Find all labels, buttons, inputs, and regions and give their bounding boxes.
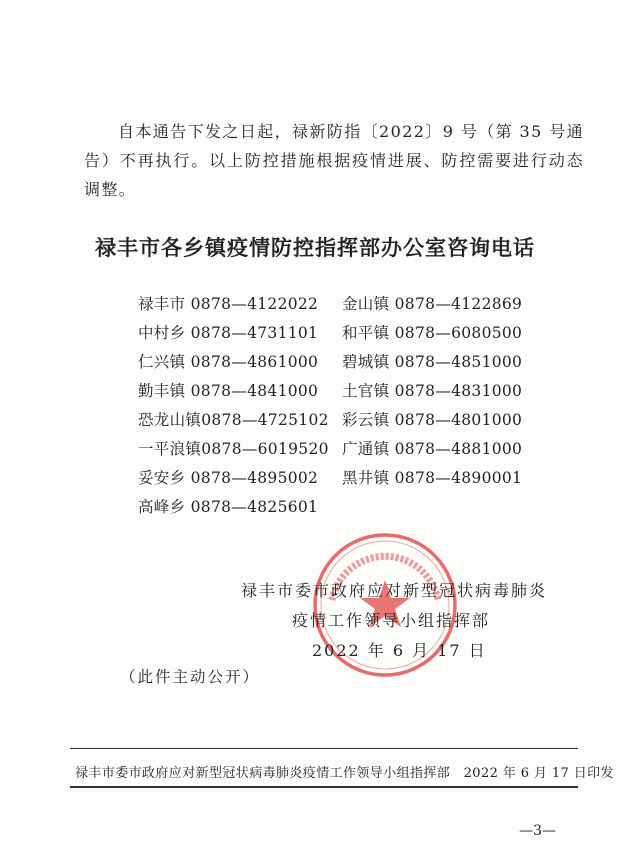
phone-entry <box>342 348 542 377</box>
town-name: 金山镇 <box>342 295 390 313</box>
issue-date: 2022 年 6 月 17 日 <box>312 641 487 660</box>
phone-number: 0878—4825601 <box>190 498 319 516</box>
phone-entry <box>342 319 542 348</box>
notice-paragraph: 自本通告下发之日起，禄新防指〔2022〕9 号（第 35 号通告）不再执行。以上防控措施根据疫情进展、防控需要进行动态调整。 <box>84 122 584 199</box>
phone-entry <box>138 348 338 377</box>
issuer-line-2: 疫情工作领导小组指挥部 <box>292 611 491 630</box>
town-name: 广通镇 <box>342 440 390 458</box>
phone-list <box>138 290 558 522</box>
town-name: 高峰乡 <box>138 498 186 516</box>
footer-top-rule <box>70 748 578 749</box>
phone-entry <box>138 319 338 348</box>
footer-text: 禄丰市委市政府应对新型冠状病毒肺炎疫情工作领导小组指挥部 2022 年 6 月 17 日印发 <box>75 766 614 781</box>
phone-entry <box>138 406 338 435</box>
town-name: 恐龙山镇 <box>138 411 202 429</box>
phone-number: 0878—4841000 <box>190 382 319 400</box>
phone-entry <box>342 290 542 319</box>
phone-entry <box>138 377 338 406</box>
town-name: 仁兴镇 <box>138 353 186 371</box>
public-note: （此件主动公开） <box>120 668 261 686</box>
phone-number: 0878—4731101 <box>190 324 319 342</box>
page-number: —3— <box>519 823 556 839</box>
phone-entry <box>138 464 338 493</box>
issuer-line-1: 禄丰市委市政府应对新型冠状病毒肺炎 <box>241 581 548 600</box>
town-name: 黑井镇 <box>342 469 390 487</box>
phone-number: 0878—4851000 <box>394 353 523 371</box>
town-name: 土官镇 <box>342 382 390 400</box>
town-name: 勤丰镇 <box>138 382 186 400</box>
phone-number: 0878—6019520 <box>201 440 329 458</box>
phone-entry <box>342 377 542 406</box>
phone-number: 0878—4881000 <box>394 440 523 458</box>
phone-number: 0878—4122022 <box>190 295 319 313</box>
phone-entry <box>138 493 338 522</box>
town-name: 一平浪镇 <box>138 440 202 458</box>
phone-number: 0878—4831000 <box>394 382 523 400</box>
document-title: 禄丰市各乡镇疫情防控指挥部办公室咨询电话 <box>95 236 535 260</box>
town-name: 和平镇 <box>342 324 390 342</box>
phone-number: 0878—4122869 <box>394 295 523 313</box>
town-name: 禄丰市 <box>138 295 186 313</box>
phone-number: 0878—6080500 <box>394 324 523 342</box>
phone-number: 0878—4895002 <box>190 469 319 487</box>
phone-entry <box>342 435 542 464</box>
phone-entry <box>138 290 338 319</box>
phone-number: 0878—4725102 <box>201 411 329 429</box>
phone-number: 0878—4890001 <box>394 469 523 487</box>
town-name: 妥安乡 <box>138 469 186 487</box>
phone-entry <box>342 464 542 493</box>
phone-number: 0878—4861000 <box>190 353 319 371</box>
phone-number: 0878—4801000 <box>394 411 523 429</box>
town-name: 中村乡 <box>138 324 186 342</box>
phone-entry <box>342 406 542 435</box>
town-name: 彩云镇 <box>342 411 390 429</box>
phone-entry <box>138 435 338 464</box>
town-name: 碧城镇 <box>342 353 390 371</box>
footer-bottom-rule <box>70 786 578 788</box>
